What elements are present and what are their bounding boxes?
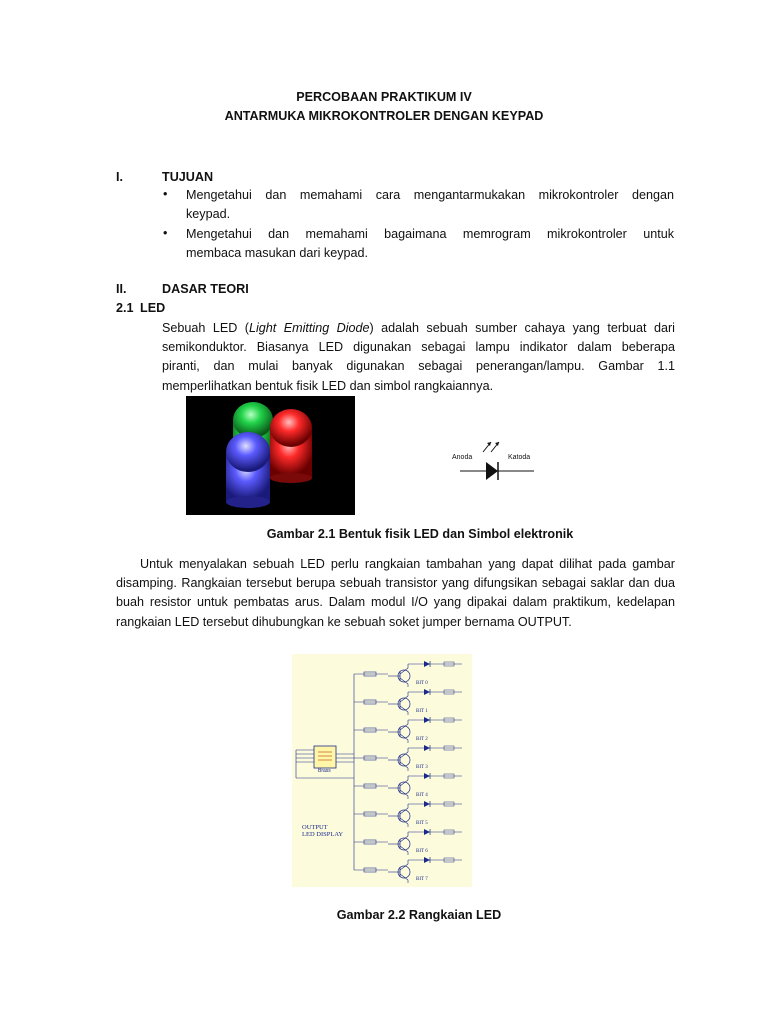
led-driver-row [354,717,462,743]
subsection-number: 2.1 [116,301,134,315]
bullet-1-line2: keypad. [186,207,231,222]
schematic-label-output: OUTPUT [302,824,328,831]
bullet-item-1 [186,186,674,224]
document-title-line1: PERCOBAAN PRAKTIKUM IV [296,90,472,104]
led-driver-row [354,689,462,715]
figure-caption-2: Gambar 2.2 Rangkaian LED [336,908,502,922]
bit-label: BIT 4 [416,793,428,798]
led-diode-icon [424,661,430,667]
bullet-icon: • [163,187,168,201]
led-driver-row [354,661,462,687]
led-photo-image [186,396,355,515]
bullet-icon: • [163,226,168,240]
para2-line4: rangkaian LED tersebut dihubungkan ke sebuah soket jumper bernama OUTPUT. [116,614,572,629]
led-circuit-schematic [292,654,472,887]
bit-label: BIT 5 [416,821,428,826]
schematic-label-led-display: LED DISPLAY [302,831,344,838]
blue-led-icon [226,432,270,508]
section1-heading: TUJUAN [162,170,214,184]
led-symbol-icon [450,436,560,492]
led-diode-icon [424,717,430,723]
paragraph-led-circuit [116,555,675,632]
led-driver-row [354,773,462,799]
bit-label: BIT 3 [416,765,428,770]
red-led-icon [270,409,312,483]
subsection-heading: LED [140,301,166,315]
para1-line4: memperlihatkan bentuk fisik LED dan simbol rangkaiannya. [162,378,494,393]
section2-number: II. [116,282,127,296]
led-diode-icon [424,857,430,863]
para2-line2: disamping. Rangkaian tersebut berupa sebuah transistor yang difungsikan sebagai saklar dan dua [116,576,675,591]
led-driver-row [354,801,462,827]
figure-caption-1: Gambar 2.1 Bentuk fisik LED dan Simbol elektronik [266,527,574,541]
led-driver-row [354,745,462,771]
bullet-2-line1: Mengetahui dan memahami bagaimana memrogram mikrokontroler untuk [186,227,674,241]
para1-line1: Sebuah LED (Light Emitting Diode) adalah sebuah sumber cahaya yang terbuat dari [162,321,675,335]
bit-label: BIT 0 [416,681,428,686]
led-diode-icon [424,829,430,835]
led-photo [186,396,355,515]
bit-label: BIT 2 [416,737,428,742]
para2-line3: buah resistor untuk pembatas arus. Dalam modul I/O yang dipakai dalam praktikum, kedelapan [116,595,675,610]
bit-label: BIT 7 [416,877,428,882]
section2-heading: DASAR TEORI [162,282,249,296]
section1-number: I. [116,170,123,184]
bullet-1-line1: Mengetahui dan memahami cara mengantarmukakan mikrokontroler dengan [186,188,674,202]
para1-line3: piranti, dan mulai banyak digunakan sebagai penerangan/lampu. Gambar 1.1 [162,359,675,374]
document-title-line2: ANTARMUKA MIKROKONTROLER DENGAN KEYPAD [224,109,544,123]
ic-label: Brass [318,768,331,774]
para1-line2: semikonduktor. Biasanya LED digunakan sebagai lampu indikator dalam beberapa [162,340,675,355]
led-diode-icon [424,745,430,751]
ic-chip-icon [314,746,336,768]
bit-label: BIT 1 [416,709,428,714]
led-symbol [450,436,560,492]
led-diode-icon [424,689,430,695]
led-diode-icon [424,801,430,807]
cathode-label: Katoda [508,454,531,461]
paragraph-led-intro [162,319,675,396]
para2-line1: Untuk menyalakan sebuah LED perlu rangkaian tambahan yang dapat dilihat pada gambar [140,557,675,571]
led-diode-icon [424,773,430,779]
bullet-2-line2: membaca masukan dari keypad. [186,246,369,261]
led-driver-row [354,857,462,883]
bit-label: BIT 6 [416,849,428,854]
anode-label: Anoda [452,454,473,461]
led-driver-row [354,829,462,855]
bullet-item-2 [186,225,674,263]
